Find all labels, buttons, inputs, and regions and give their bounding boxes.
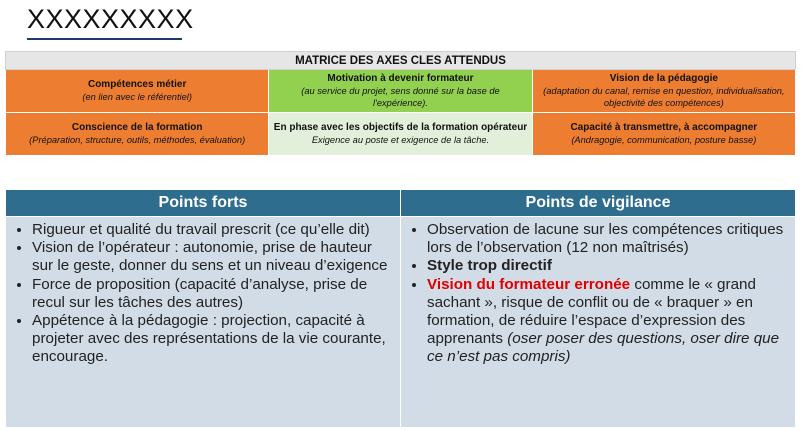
cell-subtitle: (adaptation du canal, remise en question, individualisation, objectivité des compétences) <box>543 86 785 108</box>
list-item <box>427 276 787 367</box>
title-underline <box>27 38 182 40</box>
points-vigilance-list <box>409 221 787 367</box>
matrix-cell-competences <box>6 70 269 113</box>
cell-title: Vision de la pédagogie <box>609 73 718 84</box>
matrix-cell-motivation <box>269 70 532 113</box>
alert-text: Vision du formateur erronée <box>427 275 631 293</box>
cell-title: Capacité à transmettre, à accompagner <box>570 122 758 133</box>
item-italic-text: (oser poser des questions, oser dire que ce n’est pas compris) <box>427 330 780 366</box>
cell-title: Conscience de la formation <box>71 122 203 133</box>
matrix-cell-transmettre <box>532 113 795 156</box>
list-item: • Force de proposition (capacité d’analyse, prise de recul sur les tâches des autres) <box>32 276 392 312</box>
list-item: • Rigueur et qualité du travail prescrit (ce qu’elle dit) <box>32 221 392 239</box>
cell-subtitle: (Préparation, structure, outils, méthodes, évaluation) <box>29 135 246 145</box>
list-item: • Observation de lacune sur les compétences critiques lors de l’observation (12 non maîtrisés) <box>427 221 787 257</box>
cell-title: Compétences métier <box>87 79 187 90</box>
cell-subtitle: (Andragogie, communication, posture basse) <box>571 135 757 145</box>
list-item: • Vision de l’opérateur : autonomie, prise de hauteur sur le geste, donner du sens et un niveau d’exigence <box>32 239 392 275</box>
cell-subtitle: (au service du projet, sens donné sur la base de l'expérience). <box>301 86 500 108</box>
page-title: XXXXXXXXX <box>27 4 194 34</box>
cell-subtitle: (en lien avec le référentiel) <box>82 92 192 102</box>
list-item: • Appétence à la pédagogie : projection, capacité à projeter avec des représentations de la vie courante, encourage. <box>32 312 392 367</box>
points-vigilance-header: Points de vigilance <box>401 190 796 217</box>
list-item-alert: • Style trop directif <box>427 257 787 275</box>
matrix-header: MATRICE DES AXES CLES ATTENDUS <box>6 52 796 70</box>
points-vigilance-cell <box>401 217 796 428</box>
points-forts-cell <box>6 217 401 428</box>
cell-title: En phase avec les objectifs de la formation opérateur <box>273 122 528 133</box>
matrix-cell-pedagogie <box>532 70 795 113</box>
cell-subtitle: Exigence au poste et exigence de la tâche. <box>311 135 490 145</box>
item-text: comme le « grand sachant », risque de conflit ou de « braquer » en formation, de réduire l’espace d’expression des apprenants <box>427 275 756 348</box>
matrix-cell-objectifs <box>269 113 532 156</box>
strengths-vigilance-table <box>5 189 796 428</box>
points-forts-list <box>14 221 392 367</box>
points-forts-header: Points forts <box>6 190 401 217</box>
key-axes-matrix <box>5 51 796 156</box>
matrix-cell-conscience <box>6 113 269 156</box>
cell-title: Motivation à devenir formateur <box>327 73 474 84</box>
